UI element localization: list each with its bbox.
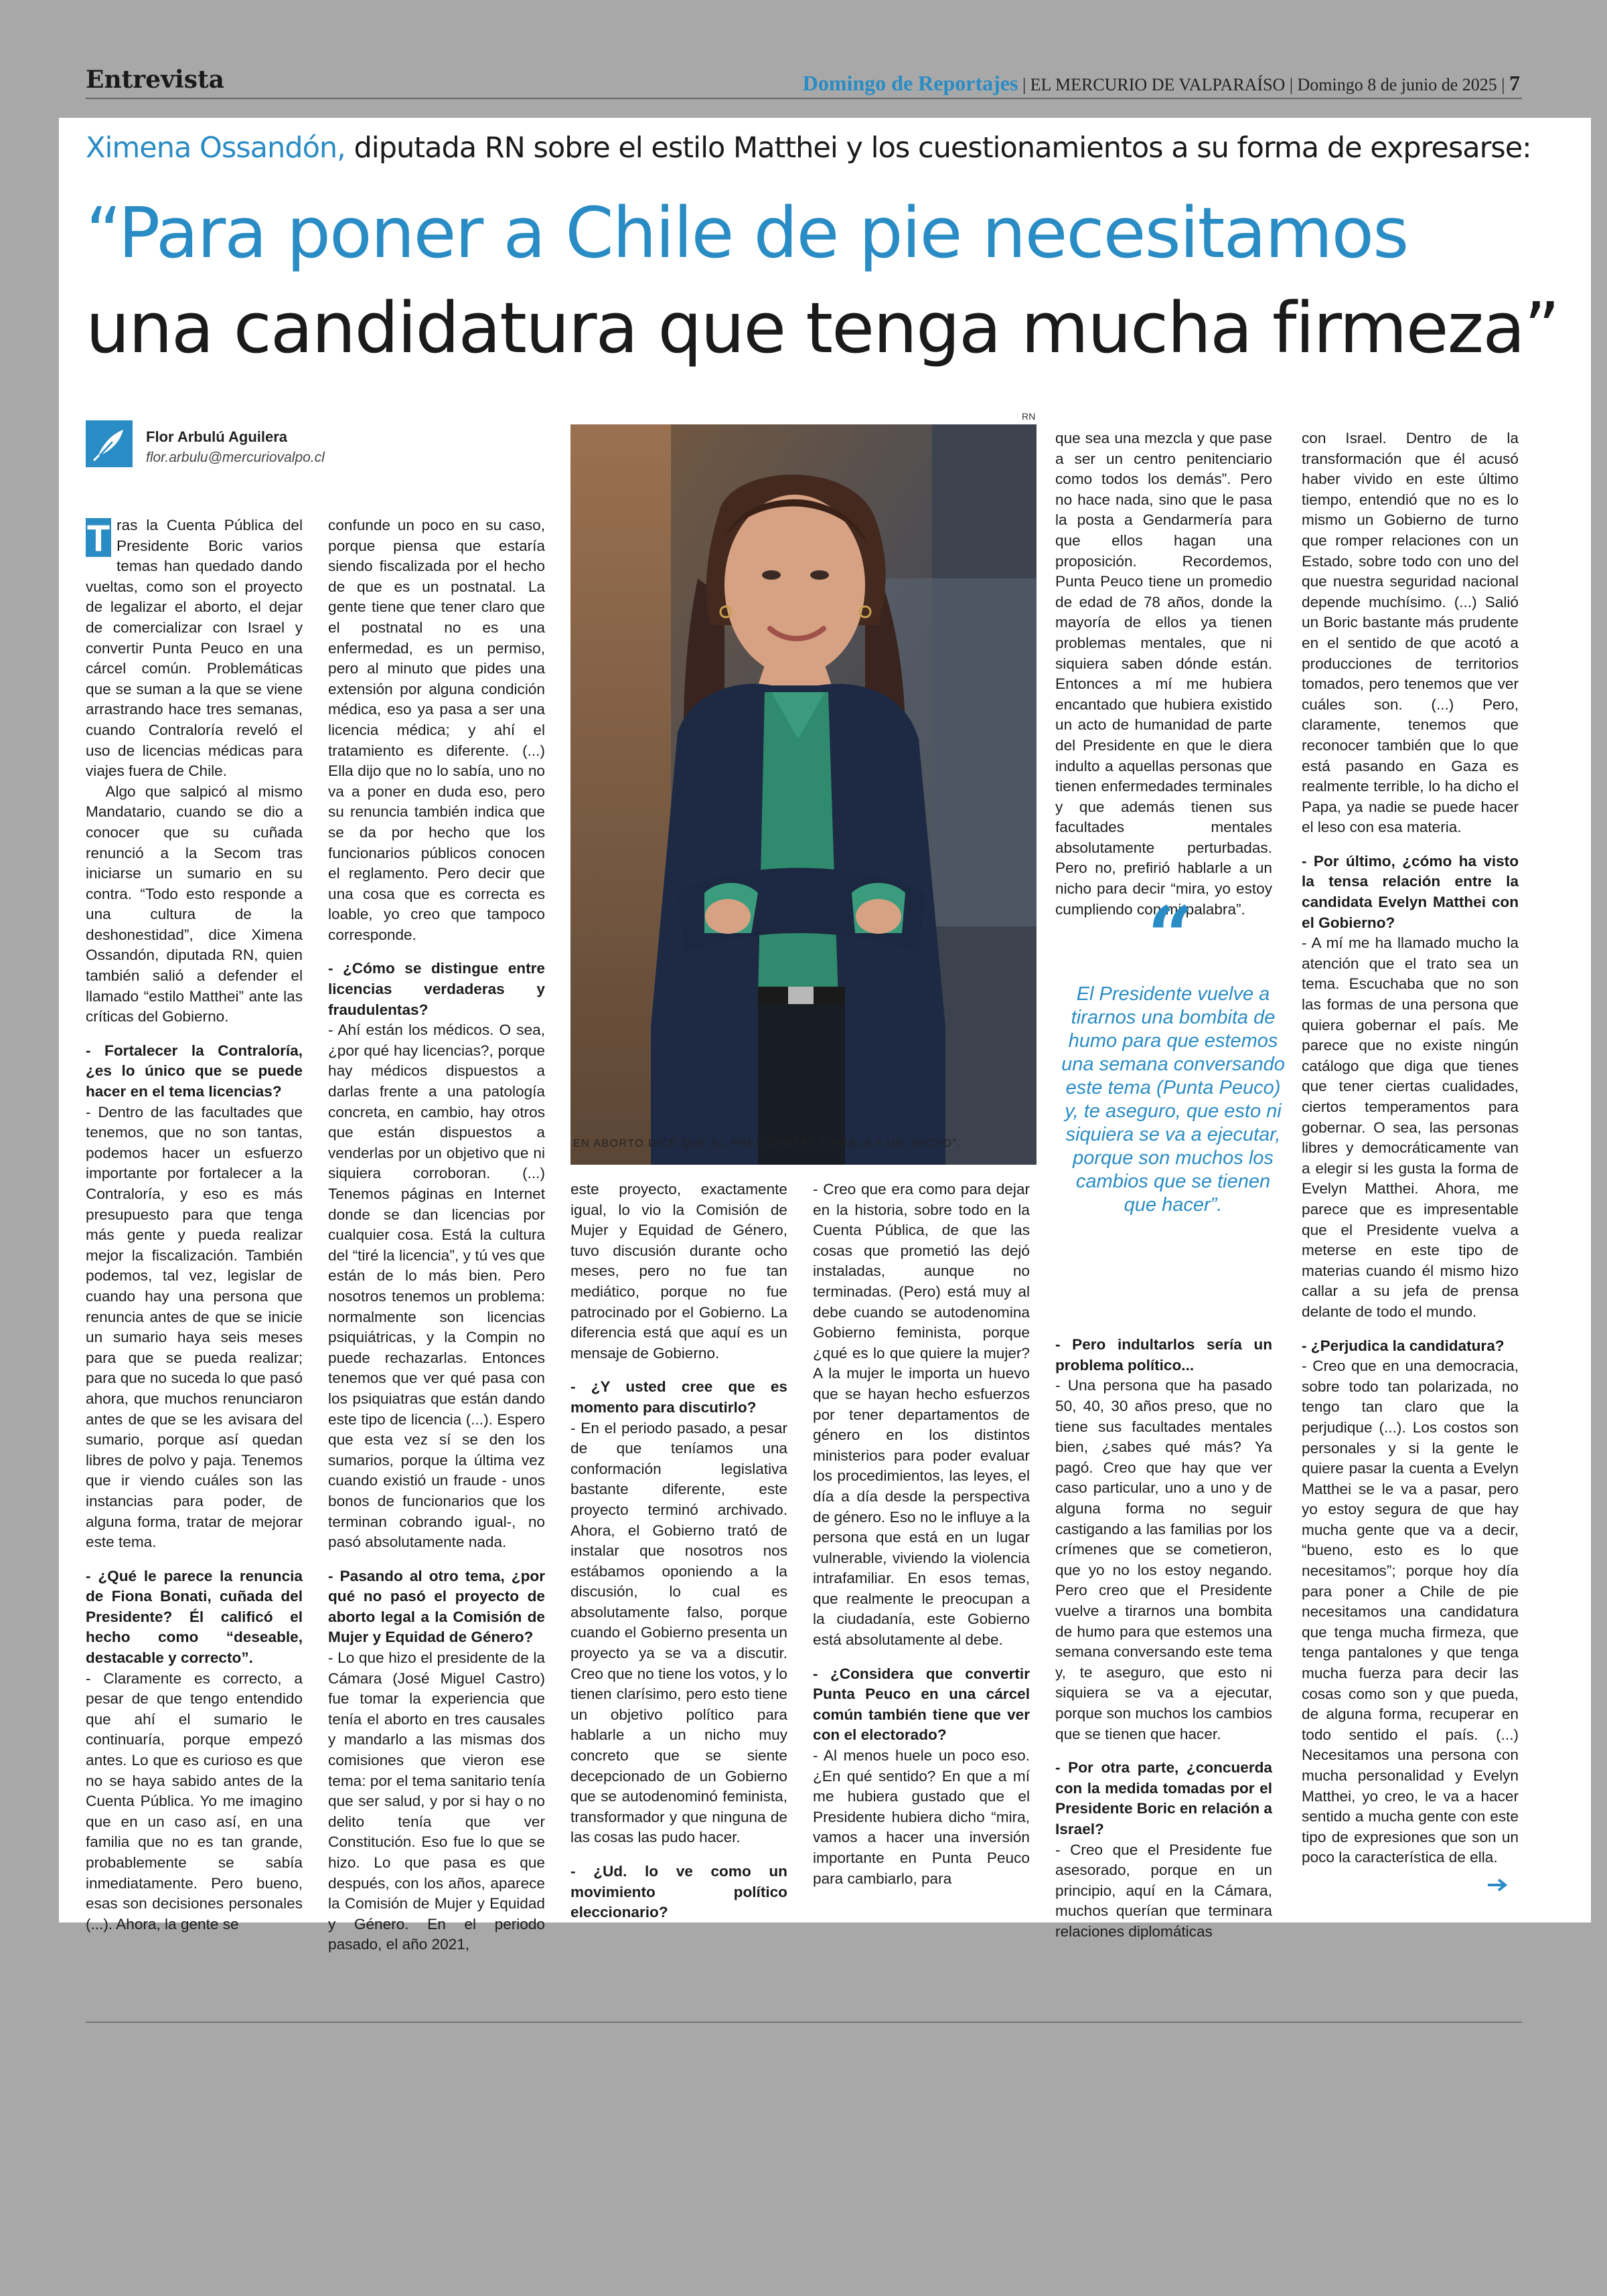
paragraph: con Israel. Dentro de la transformación que él acusó haber vivido en este último tiempo, entendió que no es lo mismo un Gobierno de turno que romper relaciones con un Estado, sobre todo con uno del que nuestra seguridad nacional depende muchísimo. (...) Salió un Boric bastante más prudente en el sentido de que acotó a producciones de territorios tomados, pero tenemos que ver cuáles son. (...) Pero, claramente, tenemos que reconocer también que lo que está pasando en Gaza es realmente terrible, lo ha dicho el Papa, ya nadie se puede hacer el leso con esa materia. (1302, 430, 1519, 836)
interview-answer: - Lo que hizo el presidente de la Cámara (José Miguel Castro) fue tomar la experiencia que tenía el aborto en tres causales y mandarlo a las mismas dos comisiones que vieron ese tema: por el tema sanitario tenía que ser salud, y por si hay o no delito tenía que ver Constitución. Eso fue lo que se hizo. Lo que pasa es que después, con los años, aparece la Comisión de Mujer y Equidad y Género. En el periodo pasado, el año 2021, (328, 1649, 546, 1953)
interview-answer: - En el periodo pasado, a pesar de que teníamos una conformación legislativa bastante diferente, este proyecto terminó archivado. Ahora, el Gobierno trató de instalar que nosotros nos estábamos oponiendo a la discusión, lo cual es absolutamente falso, porque cuando el Gobierno presenta un proyecto ya se va a discutir. Creo que no tiene los votos, y lo tienen clarísimo, pero esto tiene un objetivo político para hablarle a un nicho muy concreto que se siente decepcionado de un Gobierno que se autodenominó feminista, transformador y que ninguna de las cosas las pudo hacer. (570, 1419, 787, 1846)
interview-question: - Por último, ¿cómo ha visto la tensa relación entre la candidata Evelyn Matthei con el Gobierno? (1302, 852, 1519, 931)
pen-feather-icon (86, 420, 133, 467)
interview-answer: - Creo que en una democracia, sobre todo tan polarizada, no tengo tan claro que la perjudique (...). Los costos son personales y si la gente le quiere pasar la cuenta a Evelyn Matthei se le va a pasar, pero yo estoy segura de que hay mucha gente que va a decir, “bueno, esto es lo que necesitamos”; porque hoy día para poner a Chile de pie necesitamos una candidatura que tenga mucha firmeza, que tenga pantalones y que tenga mucha fuerza para decir las cosas como son y que pueda, de alguna forma, recuperar en todo sentido el país. (...) Necesitamos una persona con mucha personalidad y Evelyn Matthei, yo creo, le va a hacer sentido a mucha gente con este tipo de expresiones que son un poco la característica de ella. (1302, 1358, 1519, 1866)
section-label: Entrevista (86, 66, 224, 94)
interview-answer: - A mí me ha llamado mucho la atención que el trato sea un tema. Escuchaba que no son las formas de una persona que quiera gobernar el país. Me parece que no existe ningún catálogo que diga que tienes que tener ciertas cualidades, ciertos temperamentos para gobernar. O sea, las personas libres y democráticamente van a elegir si les gusta la forma de Evelyn Matthei. Ahora, me parece que es impresentable que el Presidente vuelva a meterse en este tipo de materias cuando él mismo hizo callar a su jefa de prensa delante de todo el mundo. (1302, 934, 1519, 1320)
paragraph: confunde un poco en su caso, porque piensa que estaría siendo fiscalizada por el hecho de que es un postnatal. La gente tiene que tener claro que el postnatal no es una enfermedad, es un permiso, pero al minuto que pides una extensión por alguna condición médica, eso ya pasa a ser una licencia médica; y ahí el tratamiento es diferente. (...) Ella dijo que no lo sabía, uno no va a poner en duda eso, pero su renuncia también indica que se da por hecho que los funcionarios públicos conocen el reglamento. Pero decir que una cosa que es correcta es loable, yo creo que tampoco corresponde. (328, 517, 545, 943)
quote-mark-icon (1138, 889, 1203, 983)
footer-rule (86, 2022, 1522, 2023)
paragraph: que sea una mezcla y que pase a ser un centro penitenciario como todos los demás”. Pero no hace nada, sino que le pasa la posta a Gendarmería para que ellos hagan una proposición. Recordemos, Punta Peuco tiene un promedio de edad de 78 años, donde la mayoría de ellos ya tienen problemas mentales, que ni siquiera saben dónde están. Entonces a mí me hubiera encantado que hubiera existido un acto de humanidad de parte del Presidente en que le diera indulto a aquellas personas que tienen enfermedades terminales y que además tienen sus facultades mentales absolutamente perturbadas. Pero no, prefirió hablarle a un nicho para decir “mira, yo estoy cumpliendo con mi palabra”. (1055, 430, 1272, 918)
paragraph: este proyecto, exactamente igual, lo vio la Comisión de Mujer y Equidad de Género, tuvo discusión durante ocho meses, pero no fue tan mediático, porque no fue patrocinado por el Gobierno. La diferencia está que aquí es un mensaje de Gobierno. (570, 1181, 787, 1362)
paragraph: ras la Cuenta Pública del Presidente Boric varios temas han quedado dando vueltas, como son el proyecto de legalizar el aborto, el dejar de comercializar con Israel y convertir Punta Peuco en una cárcel común. Problemáticas que se suman a la que se viene arrastrando hace tres semanas, cuando Contraloría reveló el uso de licencias médicas para viajes fuera de Chile. (86, 517, 303, 780)
kicker-name: Ximena Ossandón, (86, 131, 346, 165)
article-column-3 (570, 1179, 787, 1923)
headline-line-1: “Para poner a Chile de pie necesitamos (86, 192, 1408, 274)
interview-answer: - Claramente es correcto, a pesar de que tengo entendido que ahí el sumario le continuaría, porque empezó antes. Lo que es curioso es que no se haya sabido antes de la Cuenta Pública. Yo me imagino que en un caso así, en una familia que no es tan grande, probablemente se sabía inmediatamente. Pero bueno, esas son decisiones personales (...). Ahora, la gente se (86, 1669, 303, 1933)
interview-question: - Fortalecer la Contraloría, ¿es lo único que se puede hacer en el tema licencias? (86, 1042, 303, 1100)
headline-line-2: una candidatura que tenga mucha firmeza” (86, 287, 1559, 369)
photo-caption: EN ABORTO DICE QUE EL PRESIDENTE LE HABLA A UN “NICHO”. (573, 1138, 962, 1149)
interview-question: - ¿Qué le parece la renuncia de Fiona Bonati, cuñada del Presidente? Él calificó el hecho como “deseable, destacable y correcto”. (86, 1567, 303, 1667)
portrait-illustration (570, 424, 1037, 1165)
portrait-photo (570, 424, 1037, 1165)
section-supplement-name: Domingo de Reportajes (802, 71, 1018, 95)
byline (86, 420, 354, 471)
interview-question: - ¿Cómo se distingue entre licencias verdaderas y fraudulentas? (328, 960, 545, 1018)
article-column-2 (328, 515, 545, 1955)
interview-answer: - Creo que el Presidente fue asesorado, porque en un principio, aquí en la Cámara, muchos querían que terminara relaciones diplomáticas (1055, 1841, 1272, 1940)
interview-answer: - Dentro de las facultades que tenemos, que no son tantas, podemos hacer un esfuerzo importante por fortalecer a la Contraloría, y eso es más presupuesto para que tenga más gente y pueda realizar mejor la fiscalización. También podemos, tal vez, legislar de cuando hay una persona que renuncia antes de que se inicie un sumario haya seis meses para que se pueda realizar; para que no suceda lo que pasó ahora, que muchos renunciaron antes de que se les avisara del sumario, porque así quedan libres de polvo y paja. Tenemos que ir viendo cuáles son las instancias para poder, de alguna forma, tratar de mejorar este tema. (86, 1103, 303, 1551)
photo-credit: RN (1022, 411, 1036, 422)
paragraph: Algo que salpicó al mismo Mandatario, cuando se dio a conocer que su cuñada renunció a la Secom tras iniciarse un sumario en su contra. “Todo esto responde a una cultura de la deshonestidad”, dice Ximena Ossandón, diputada RN, quien también salió a defender el llamado “estilo Matthei” ante las críticas del Gobierno. (86, 783, 303, 1026)
interview-answer: - Al menos huele un poco eso. ¿En qué sentido? En que a mí me hubiera gustado que el Presidente hubiera dicho “mira, vamos a hacer una inversión importante en Punta Peuco para cambiarlo, para (813, 1747, 1030, 1887)
author-email[interactable]: flor.arbulu@mercuriovalpo.cl (146, 450, 325, 465)
header-rule (86, 98, 1522, 99)
article-column-6 (1302, 428, 1519, 1868)
interview-question: - ¿Y usted cree que es momento para discutirlo? (570, 1378, 787, 1416)
interview-answer: - Una persona que ha pasado 50, 40, 30 años preso, que no tiene sus facultades mentales bien, ¿sabes qué más? Ya pagó. Creo que hay que ver caso particular, uno a uno y de alguna forma no seguir castigando a las familias por los crímenes que se cometieron, que yo no los estoy negando. Pero creo que el Presidente vuelve a tirarnos una bombita de humo para que estemos una semana conversando este tema y, te aseguro, que esto ni siquiera se va a ejecutar, porque son muchos los cambios que se tienen que hacer. (1055, 1377, 1273, 1742)
interview-answer: - Ahí están los médicos. O sea, ¿por qué hay licencias?, porque hay médicos dispuestos a darlas frente a una patología concreta, en cambio, hay otros que están dispuestos a venderlas por un objetivo que ni siquiera corroboran. (...) Tenemos páginas en Internet donde se dan licencias por cualquier cosa. Está la cultura del “tiré la licencia”, y tú ves que están de lo más bien. Pero nosotros tenemos un problema: normalmente son licencias psiquiátricas, y la Compin no puede rechazarlas. Entonces tenemos que ver qué pasa con los psiquiatras que están dando este tipo de licencia (...). Espero que esta vez sí se den los sumarios, porque la última vez cuando existió un fraude - unos bonos de funcionarios que los terminan cobrando igual-, no pasó absolutamente nada. (328, 1021, 545, 1551)
article-column-4 (813, 1179, 1030, 1889)
pull-quote-text: El Presidente vuelve a tirarnos una bombita de humo para que estemos una semana conversando este tema (Punta Peuco) y, te aseguro, que esto ni siquiera se va a ejecutar, porque son muchos los cambios que se tienen que hacer”. (1061, 983, 1285, 1216)
paper-info (803, 71, 1520, 96)
kicker (86, 131, 1531, 165)
dropcap: T (86, 517, 110, 559)
interview-question: - Pasando al otro tema, ¿por qué no pasó el proyecto de aborto legal a la Comisión de Mujer y Equidad de Género? (328, 1567, 545, 1646)
interview-question: - Por otra parte, ¿concuerda con la medida tomadas por el Presidente Boric en relación a Israel? (1055, 1759, 1272, 1837)
page-number: 7 (1509, 71, 1520, 95)
interview-question: - Pero indultarlos sería un problema político... (1055, 1336, 1272, 1374)
author-name: Flor Arbulú Aguilera (146, 428, 288, 445)
svg-text:“: “ (1147, 889, 1194, 983)
interview-question: - ¿Ud. lo ve como un movimiento político eleccionario? (570, 1863, 787, 1921)
paper-date-info: | EL MERCURIO DE VALPARAÍSO | Domingo 8 de junio de 2025 | (1022, 75, 1505, 94)
interview-answer: - Creo que era como para dejar en la historia, sobre todo en la Cuenta Pública, de que las cosas que prometió las dejó instaladas, aunque no terminadas. (Pero) está muy al debe cuando se autodenomina Gobierno feminista, porque ¿qué es lo que quiere la mujer? A la mujer le importa un huevo que se hayan hecho esfuerzos por tener departamentos de género en los distintos ministerios para poder evaluar los procedimientos, las leyes, el día a día desde la perspectiva de género. Eso no le influye a la persona que está en un lugar vulnerable, viviendo la violencia intrafamiliar. En esos temas, que realmente le preocupan a la ciudadanía, este Gobierno está absolutamente al debe. (813, 1181, 1030, 1649)
interview-question: - ¿Considera que convertir Punta Peuco en una cárcel común también tiene que ver con el electorado? (813, 1665, 1030, 1744)
continue-arrow-icon (1486, 1878, 1509, 1892)
kicker-text: diputada RN sobre el estilo Matthei y los cuestionamientos a su forma de expresarse: (345, 131, 1531, 165)
interview-question: - ¿Perjudica la candidatura? (1302, 1337, 1505, 1354)
article-column-1 (86, 515, 303, 1935)
